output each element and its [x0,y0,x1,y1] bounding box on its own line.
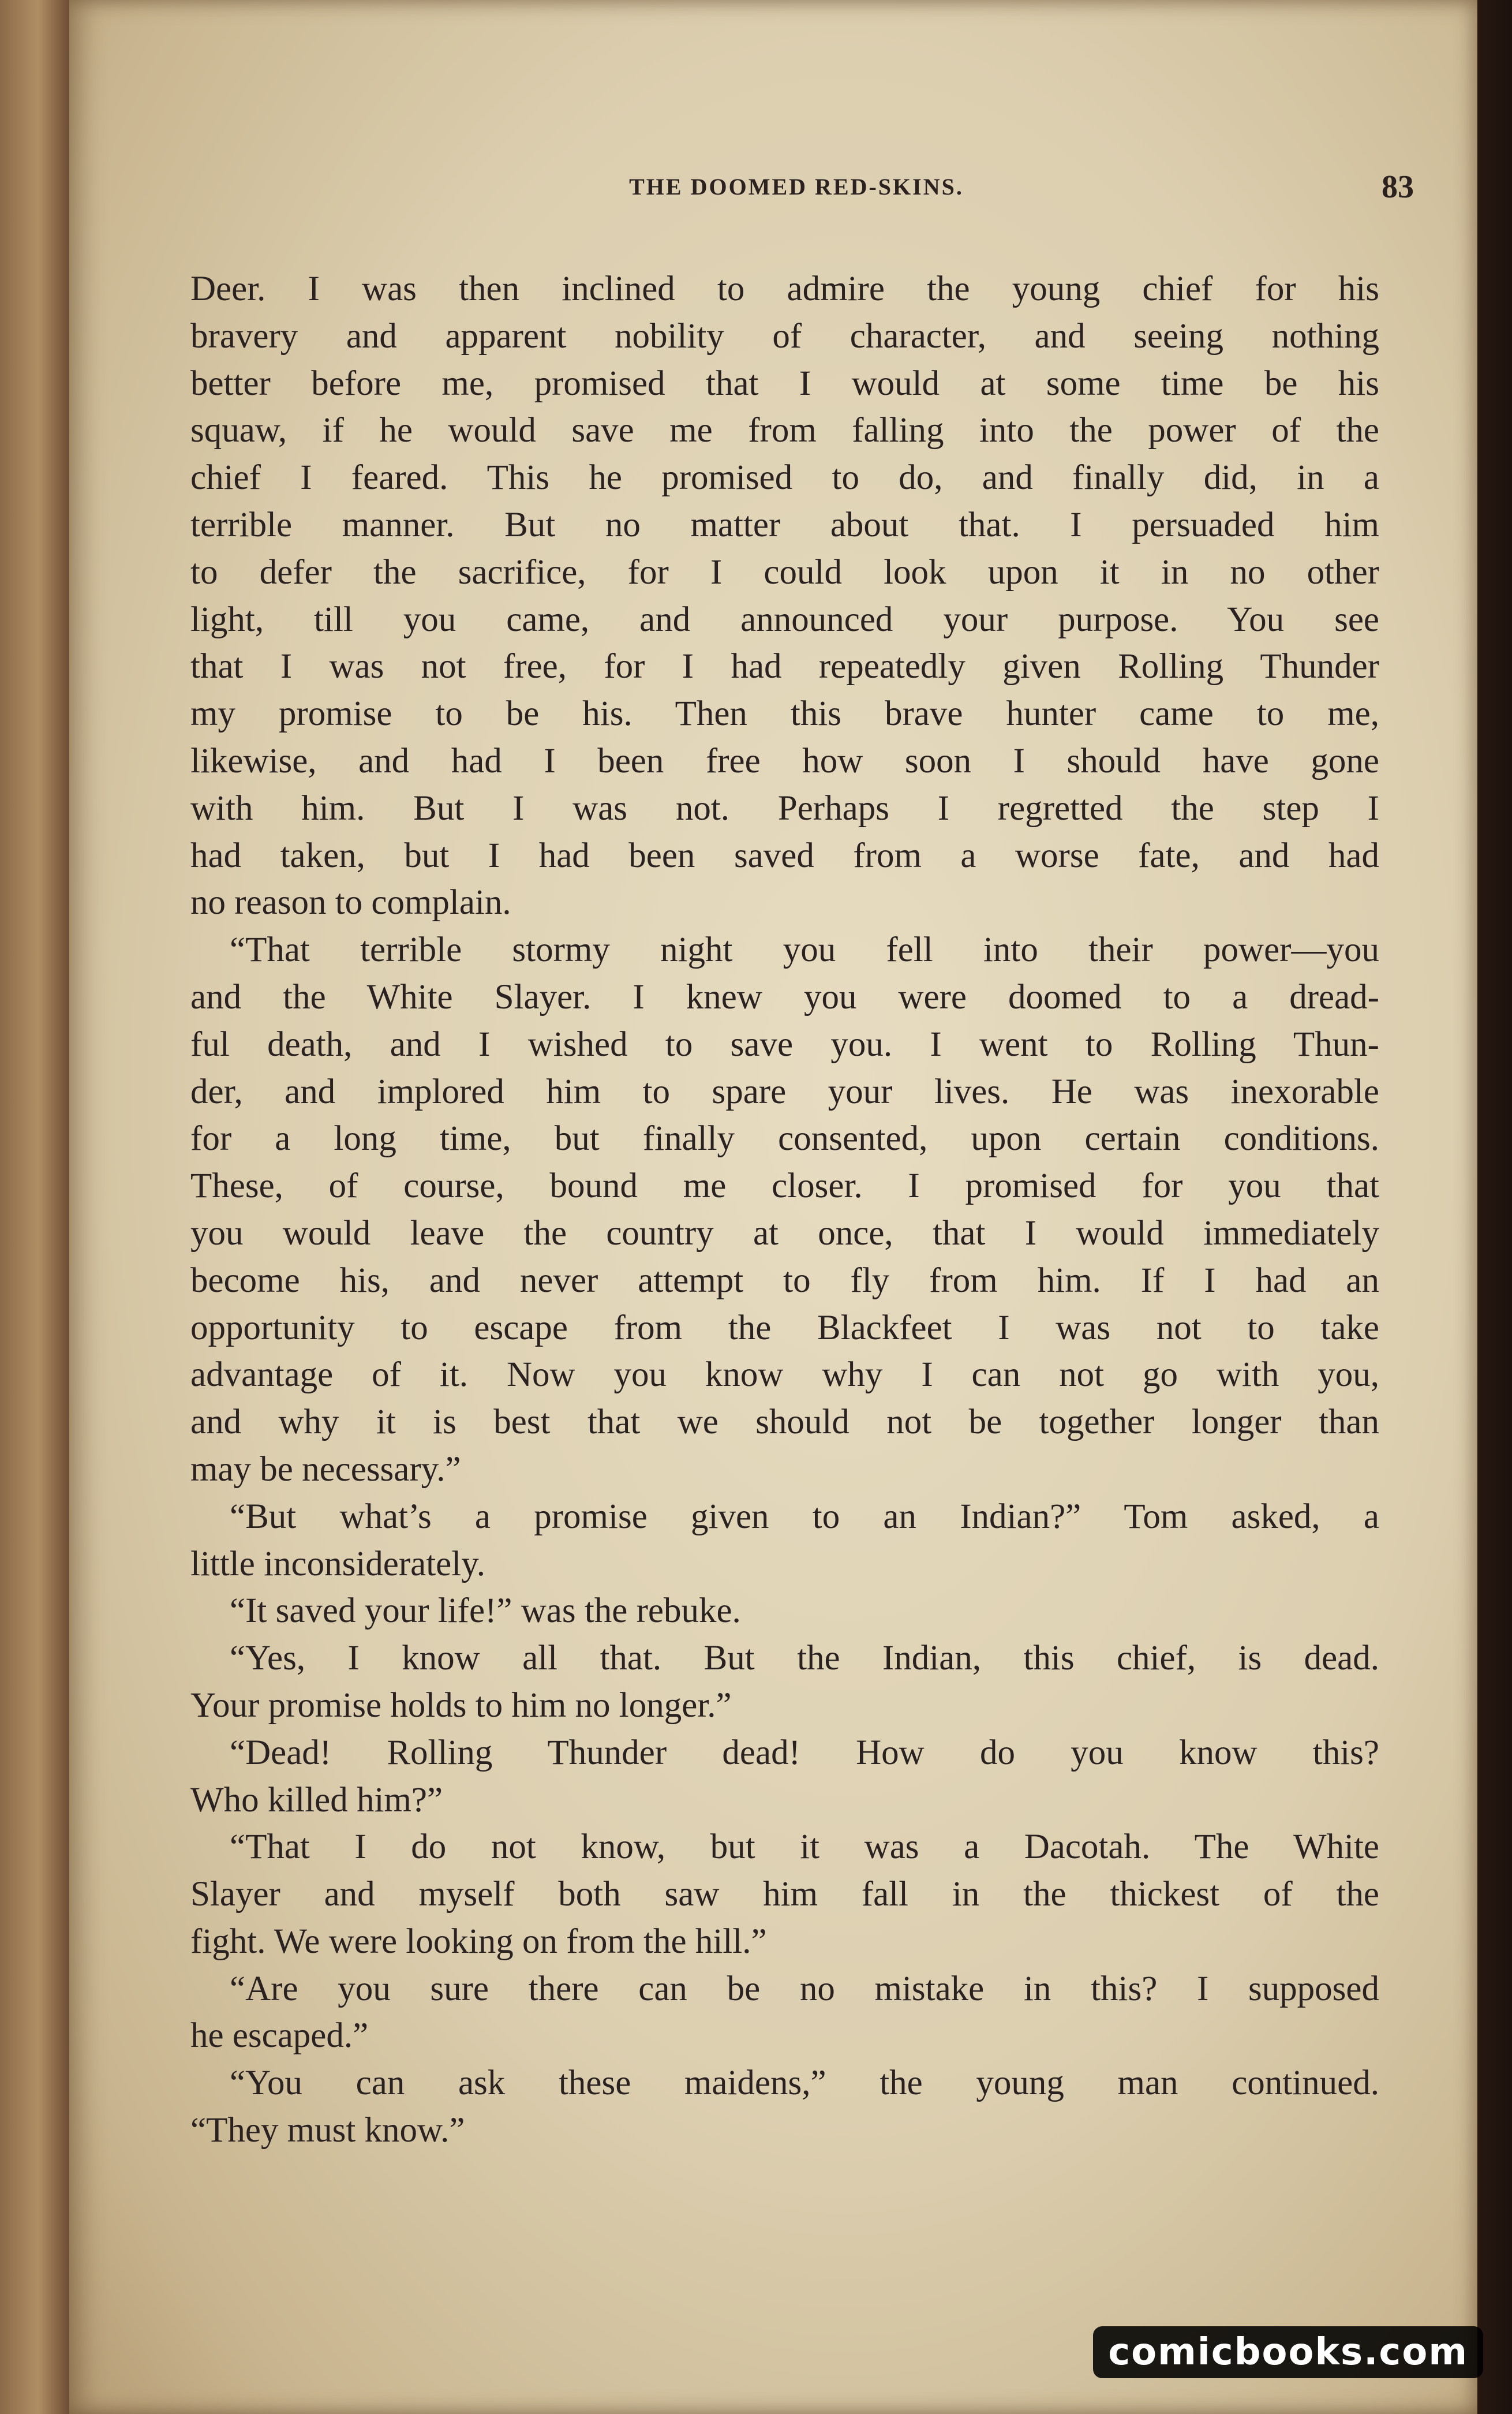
text-line: likewise, and had I been free how soon I should have gone [190,741,1379,780]
text-line: that I was not free, for I had repeatedly given Rolling Thunder [190,647,1379,686]
text-line: “Yes, I know all that. But the Indian, this chief, is dead. [230,1639,1379,1678]
running-title: THE DOOMED RED-SKINS. [629,174,964,200]
text-line: bravery and apparent nobility of character, and seeing nothing [190,316,1379,356]
text-line: Your promise holds to him no longer.” [190,1686,732,1725]
text-line: opportunity to escape from the Blackfeet I was not to take [190,1308,1379,1347]
book-page [69,0,1477,2414]
body-text [190,266,1379,2154]
page-number: 83 [1382,169,1414,205]
text-line: you would leave the country at once, that I would immediately [190,1213,1379,1253]
text-line: he escaped.” [190,2016,369,2056]
text-line: to defer the sacrifice, for I could look upon it in no other [190,552,1379,592]
text-line: der, and implored him to spare your lives. He was inexorable [190,1072,1379,1111]
text-line: “It saved your life!” was the rebuke. [230,1591,741,1631]
text-line: ful death, and I wished to save you. I went to Rolling Thun- [190,1025,1379,1064]
text-line: “Are you sure there can be no mistake in this? I supposed [230,1969,1379,2008]
text-line: These, of course, bound me closer. I promised for you that [190,1167,1379,1206]
text-line: “Dead! Rolling Thunder dead! How do you know this? [230,1733,1379,1772]
text-line: no reason to complain. [190,883,511,922]
text-line: for a long time, but finally consented, upon certain conditions. [190,1119,1379,1159]
text-line: had taken, but I had been saved from a worse fate, and had [190,836,1379,875]
watermark-logo: comicbooks.com [1093,2326,1483,2378]
text-line: squaw, if he would save me from falling into the power of the [190,411,1379,450]
text-line: and the White Slayer. I knew you were doomed to a dread- [190,977,1379,1017]
text-line: my promise to be his. Then this brave hunter came to me, [190,694,1379,734]
page-header [179,169,1414,225]
text-line: may be necessary.” [190,1449,461,1489]
text-line: advantage of it. Now you know why I can not go with you, [190,1355,1379,1395]
text-line: little inconsiderately. [190,1544,485,1583]
text-line: fight. We were looking on from the hill.” [190,1922,767,1961]
text-line: “You can ask these maidens,” the young man continued. [230,2064,1379,2103]
text-line: and why it is best that we should not be together longer than [190,1403,1379,1442]
text-line: light, till you came, and announced your purpose. You see [190,600,1379,639]
text-line: Slayer and myself both saw him fall in the thickest of the [190,1875,1379,1914]
text-line: “That terrible stormy night you fell into their power—you [230,931,1379,970]
text-line: “But what’s a promise given to an Indian?” Tom asked, a [230,1497,1379,1536]
text-line: better before me, promised that I would at some time be his [190,364,1379,403]
text-line: Who killed him?” [190,1780,443,1819]
text-line: chief I feared. This he promised to do, and finally did, in a [190,458,1379,498]
text-line: “That I do not know, but it was a Dacotah. The White [230,1828,1379,1867]
facing-page-edge [0,0,69,2414]
text-line: become his, and never attempt to fly from him. If I had an [190,1261,1379,1300]
text-line: with him. But I was not. Perhaps I regretted the step I [190,789,1379,828]
text-line: “They must know.” [190,2111,465,2150]
text-line: Deer. I was then inclined to admire the young chief for his [190,270,1379,308]
text-line: terrible manner. But no matter about that. I persuaded him [190,505,1379,544]
